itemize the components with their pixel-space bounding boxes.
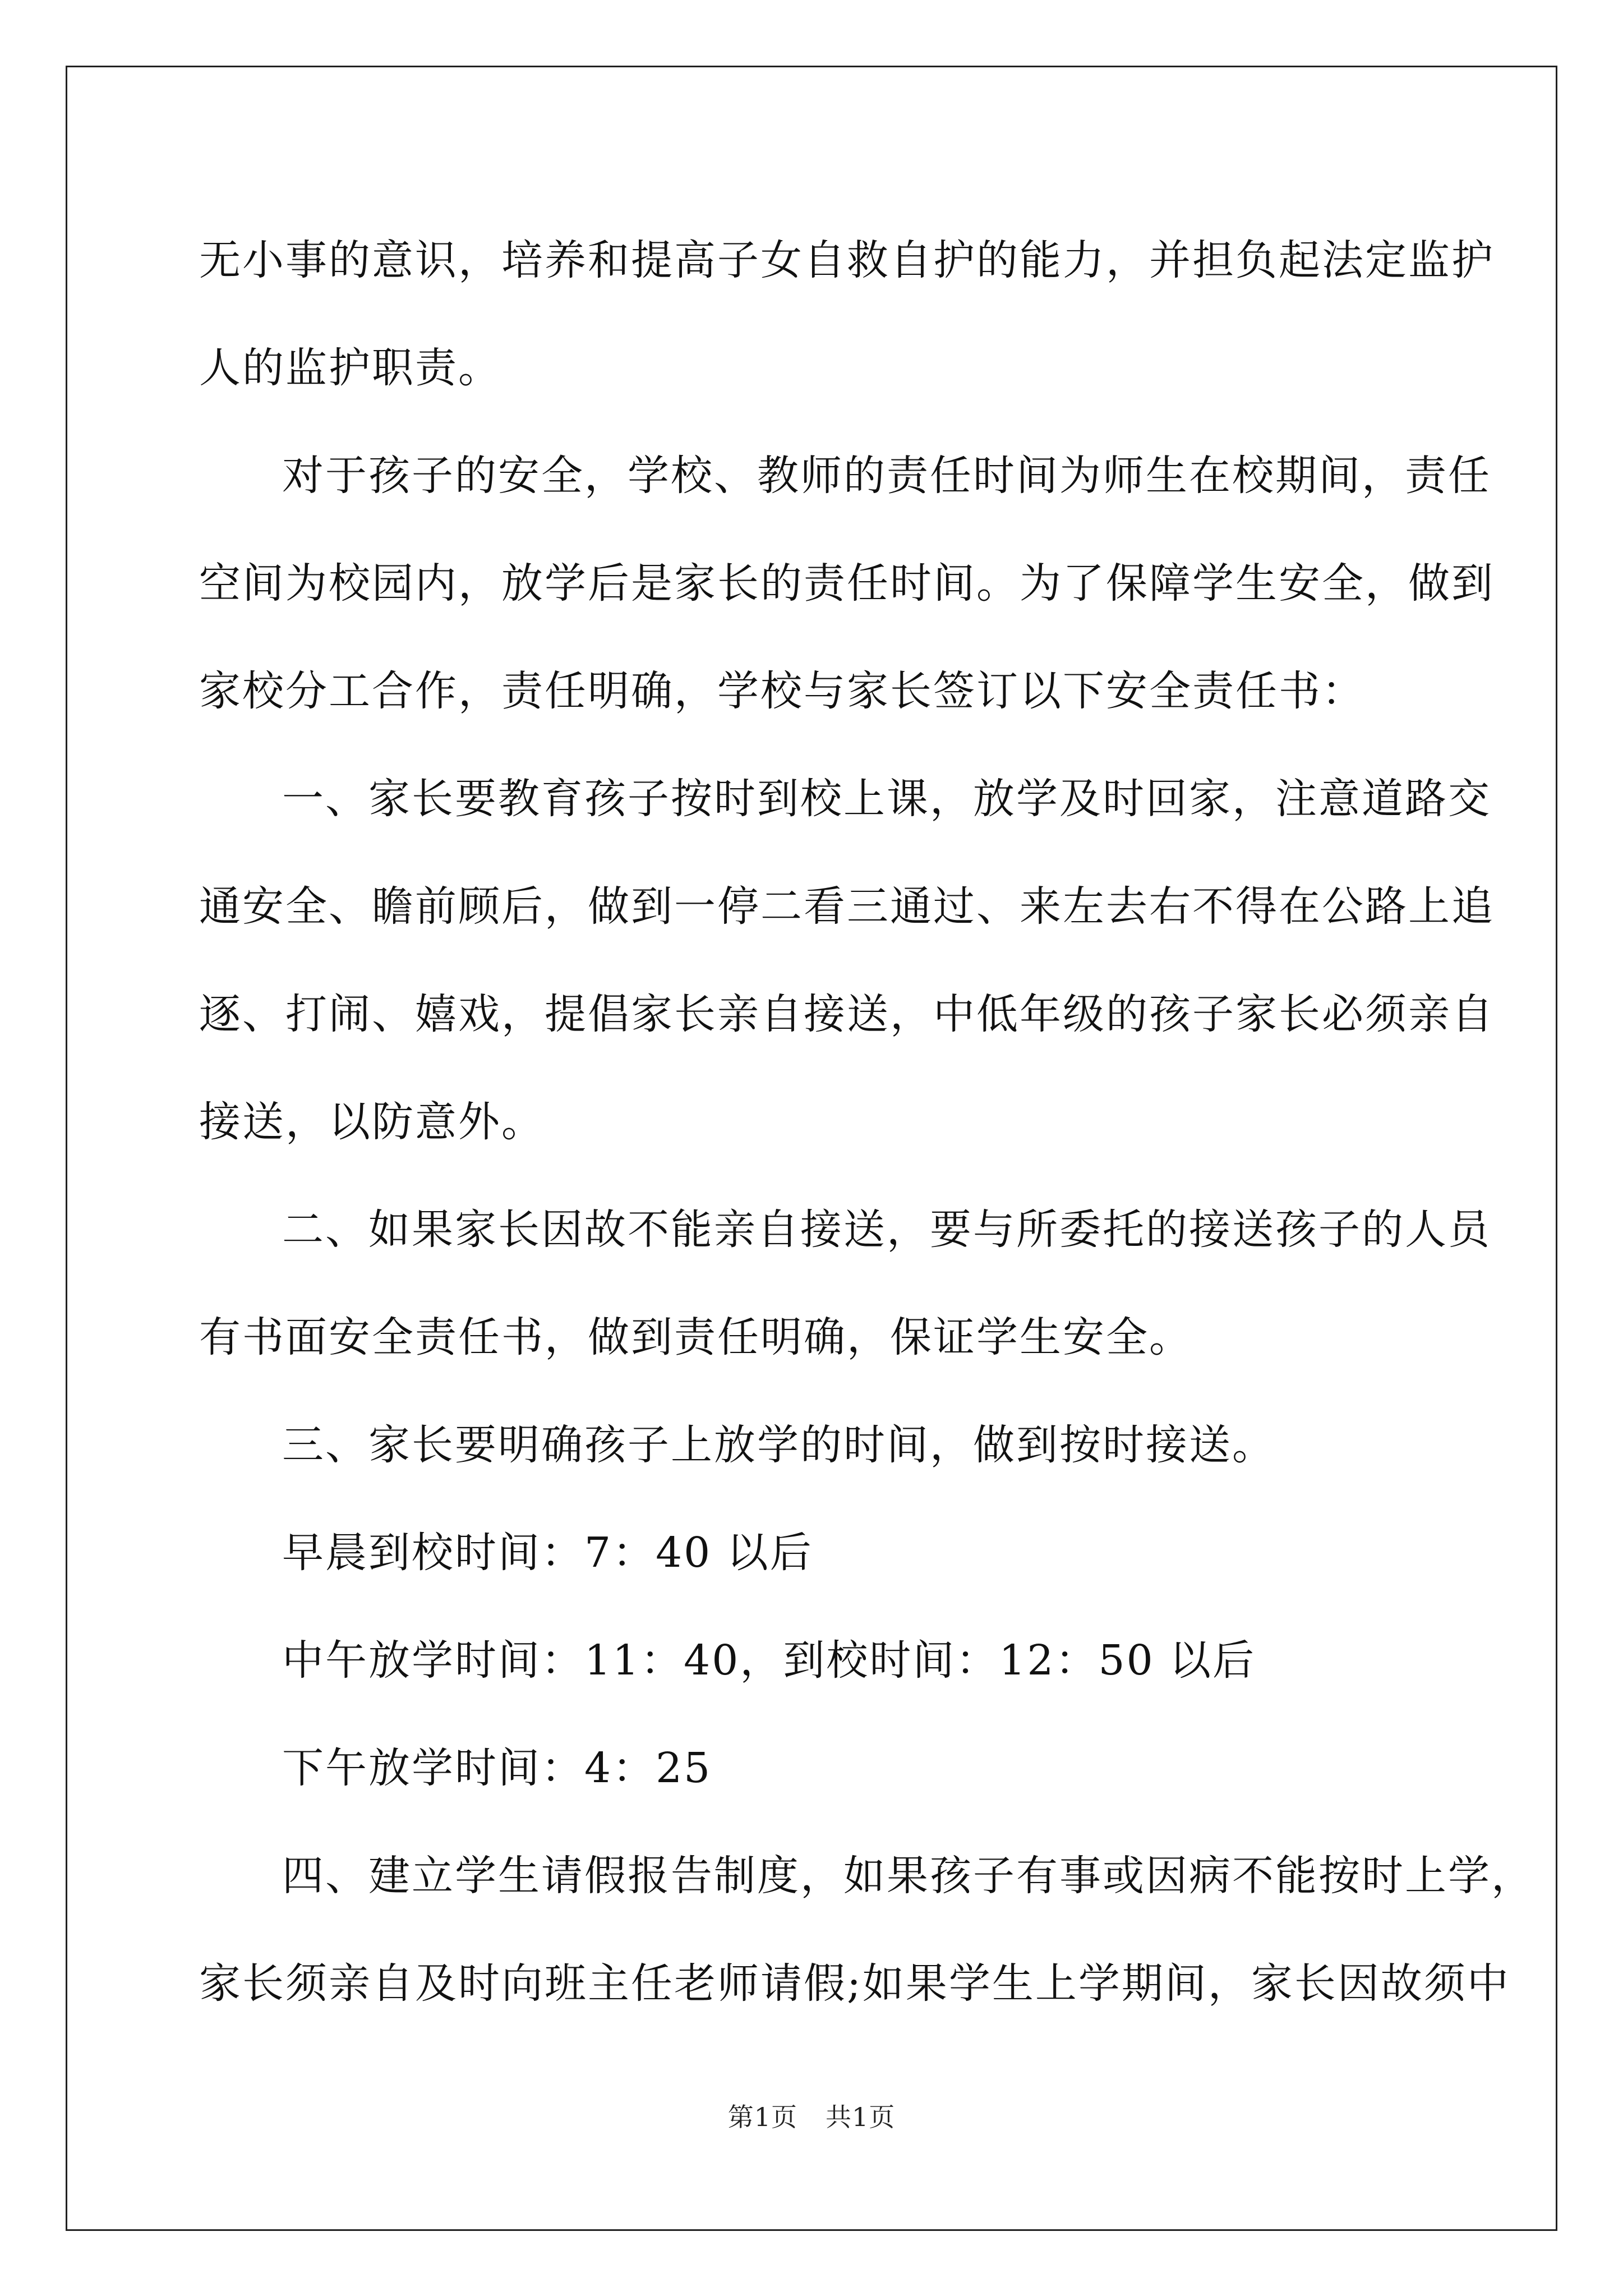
text-line: 无小事的意识，培养和提高子女自救自护的能力，并担负起法定监护 — [199, 236, 1495, 284]
text-line: 早晨到校时间：7：40 以后 — [282, 1529, 813, 1577]
text-line: 家校分工合作，责任明确，学校与家长签订以下安全责任书： — [199, 667, 1365, 715]
text-line: 接送，以防意外。 — [199, 1098, 545, 1146]
text-line: 家长须亲自及时向班主任老师请假;如果学生上学期间，家长因故须中 — [199, 1959, 1510, 2008]
text-line: 二、如果家长因故不能亲自接送，要与所委托的接送孩子的人员 — [282, 1205, 1491, 1254]
text-line: 下午放学时间：4：25 — [282, 1744, 712, 1792]
text-line: 空间为校园内，放学后是家长的责任时间。为了保障学生安全，做到 — [199, 559, 1495, 608]
page-number: 第1页 — [727, 2102, 797, 2132]
text-line: 三、家长要明确孩子上放学的时间，做到按时接送。 — [282, 1421, 1275, 1469]
text-line: 四、建立学生请假报告制度，如果孩子有事或因病不能按时上学， — [282, 1852, 1534, 1900]
text-line: 一、家长要教育孩子按时到校上课，放学及时回家，注意道路交 — [282, 775, 1491, 823]
document-body — [199, 206, 1534, 2037]
text-line: 有书面安全责任书，做到责任明确，保证学生安全。 — [199, 1313, 1192, 1361]
text-line: 逐、打闹、嬉戏，提倡家长亲自接送，中低年级的孩子家长必须亲自 — [199, 990, 1495, 1038]
text-line: 中午放学时间：11：40，到校时间：12：50 以后 — [282, 1636, 1256, 1685]
page-total: 共1页 — [826, 2102, 896, 2132]
text-line: 对于孩子的安全，学校、教师的责任时间为师生在校期间，责任 — [282, 452, 1491, 500]
text-line: 通安全、瞻前顾后，做到一停二看三通过、来左去右不得在公路上追 — [199, 882, 1495, 931]
text-line: 人的监护职责。 — [199, 344, 501, 392]
page-footer — [0, 2097, 1623, 2134]
